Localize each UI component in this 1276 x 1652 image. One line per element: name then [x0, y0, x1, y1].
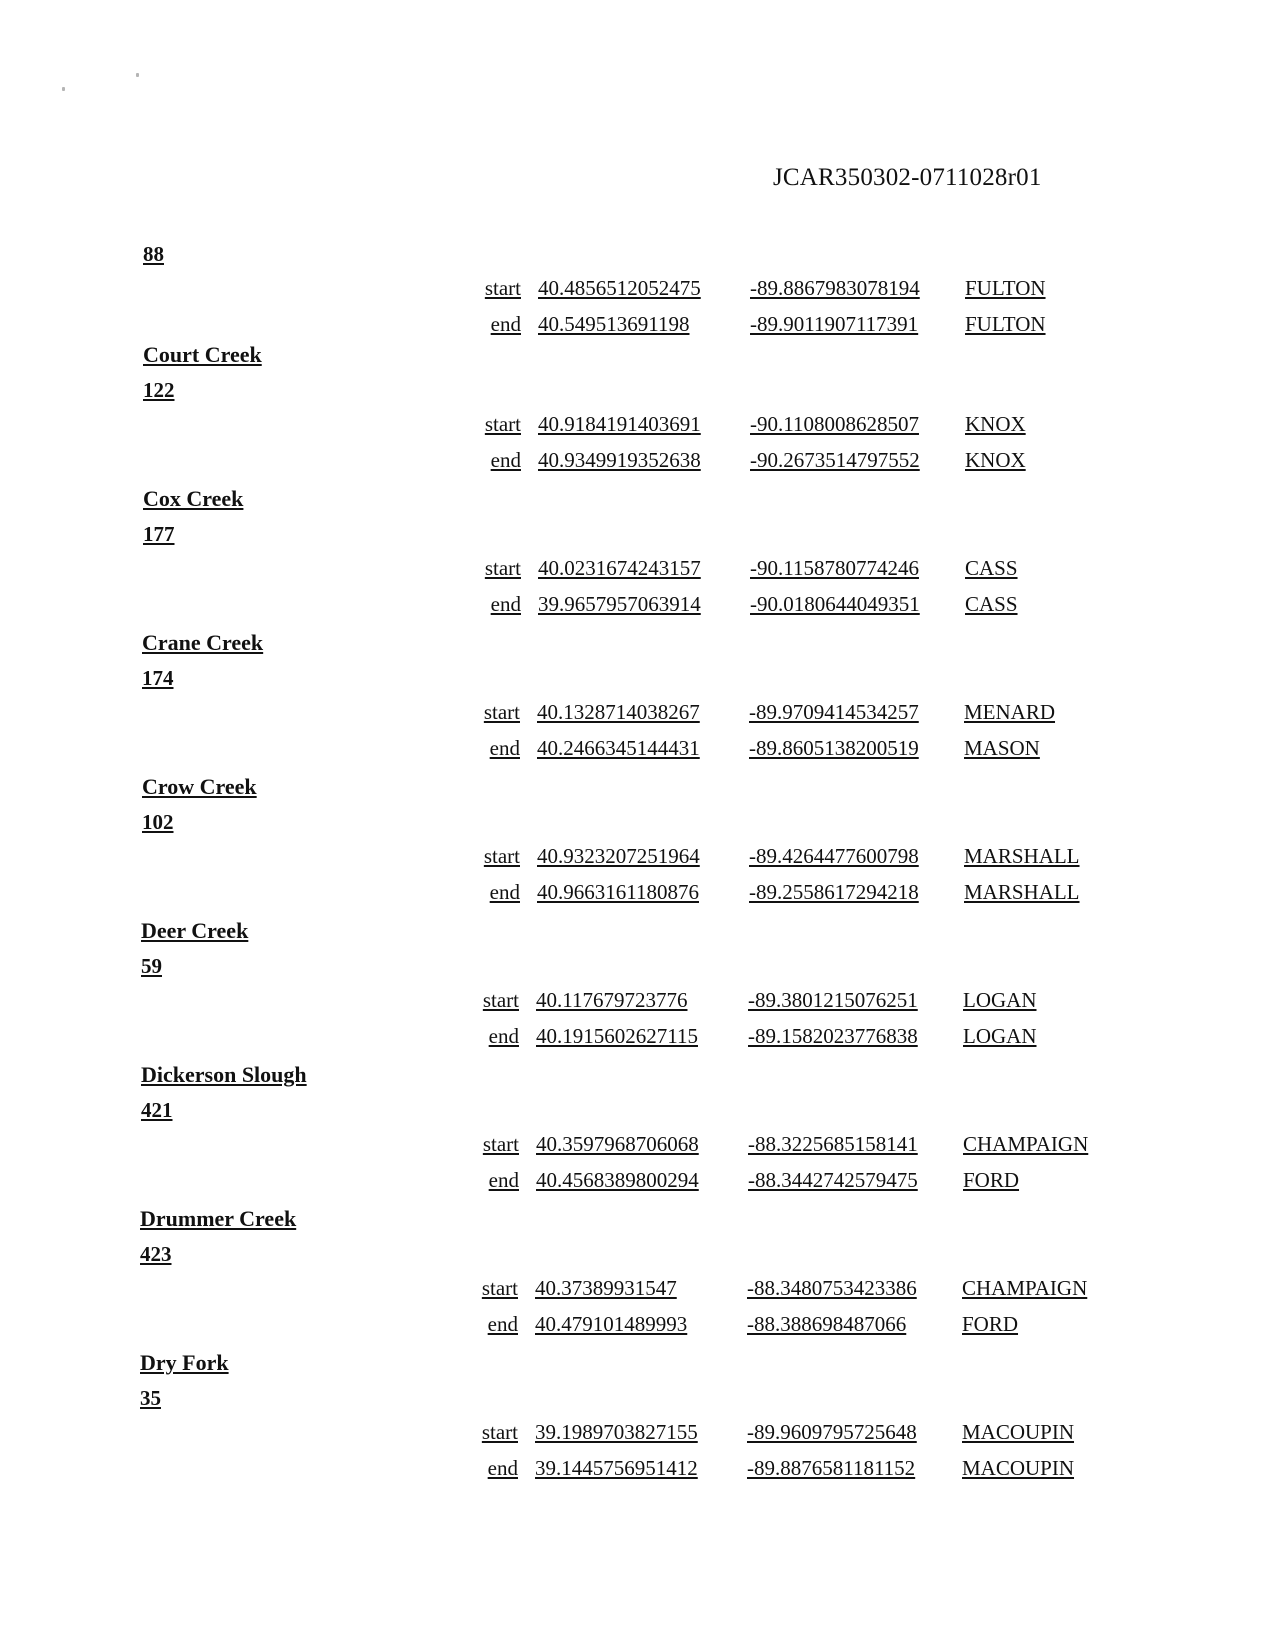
- point-label: start: [481, 1420, 518, 1444]
- point-label: start: [483, 700, 520, 724]
- stream-name: Dickerson Slough: [141, 1062, 307, 1087]
- point-label: start: [482, 1132, 519, 1156]
- longitude-value: -89.9709414534257: [749, 700, 919, 724]
- longitude-value: -88.388698487066: [747, 1312, 907, 1336]
- point-label: start: [481, 1276, 518, 1300]
- longitude-value: -90.1108008628507: [750, 412, 919, 436]
- scan-speck: [136, 73, 139, 77]
- point-label: end: [489, 736, 520, 760]
- county-name: CASS: [965, 556, 1018, 580]
- county-name: LOGAN: [963, 1024, 1037, 1048]
- county-name: CHAMPAIGN: [963, 1132, 1089, 1156]
- latitude-value: 40.9349919352638: [538, 448, 701, 472]
- latitude-value: 40.4856512052475: [538, 276, 701, 300]
- latitude-value: 40.0231674243157: [538, 556, 701, 580]
- coordinate-row: [0, 880, 1275, 908]
- latitude-value: 40.479101489993: [535, 1312, 688, 1336]
- stream-name: Crow Creek: [142, 774, 257, 799]
- longitude-value: -89.8867983078194: [750, 276, 920, 300]
- county-name: FULTON: [965, 312, 1046, 336]
- latitude-value: 39.1445756951412: [535, 1456, 698, 1480]
- coordinate-row: [0, 276, 1276, 304]
- longitude-value: -90.1158780774246: [750, 556, 919, 580]
- coordinate-row: [0, 312, 1276, 340]
- point-label: end: [490, 312, 521, 336]
- coordinate-row: [0, 1420, 1273, 1448]
- longitude-value: -90.2673514797552: [750, 448, 920, 472]
- longitude-value: -89.2558617294218: [749, 880, 919, 904]
- coordinate-row: [0, 448, 1276, 476]
- point-label: end: [487, 1456, 518, 1480]
- segment-number: 88: [143, 242, 164, 266]
- coordinate-row: [0, 988, 1274, 1016]
- point-label: start: [484, 412, 521, 436]
- coordinate-row: [0, 844, 1275, 872]
- latitude-value: 40.9663161180876: [537, 880, 699, 904]
- latitude-value: 40.117679723776: [536, 988, 688, 1012]
- county-name: FORD: [962, 1312, 1019, 1336]
- point-label: end: [489, 880, 520, 904]
- stream-name: Dry Fork: [140, 1350, 229, 1375]
- longitude-value: -89.9011907117391: [750, 312, 919, 336]
- county-name: FULTON: [965, 276, 1046, 300]
- county-name: MARSHALL: [964, 880, 1080, 904]
- coordinate-row: [0, 1276, 1273, 1304]
- point-label: start: [483, 844, 520, 868]
- latitude-value: 40.549513691198: [538, 312, 690, 336]
- segment-number: 59: [141, 954, 162, 978]
- stream-name: Court Creek: [143, 342, 262, 367]
- point-label: end: [490, 592, 521, 616]
- county-name: CHAMPAIGN: [962, 1276, 1088, 1300]
- point-label: end: [490, 448, 521, 472]
- longitude-value: -89.1582023776838: [748, 1024, 918, 1048]
- coordinate-row: [0, 736, 1275, 764]
- county-name: MASON: [964, 736, 1040, 760]
- latitude-value: 40.2466345144431: [537, 736, 700, 760]
- coordinate-row: [0, 412, 1276, 440]
- county-name: FORD: [963, 1168, 1020, 1192]
- coordinate-row: [0, 1024, 1274, 1052]
- longitude-value: -89.8605138200519: [749, 736, 919, 760]
- latitude-value: 40.9184191403691: [538, 412, 701, 436]
- stream-name: Crane Creek: [142, 630, 264, 655]
- longitude-value: -89.8876581181152: [747, 1456, 916, 1480]
- scan-speck: [62, 87, 65, 91]
- stream-name: Deer Creek: [141, 918, 249, 943]
- longitude-value: -89.4264477600798: [749, 844, 919, 868]
- segment-number: 174: [142, 666, 174, 690]
- point-label: start: [484, 276, 521, 300]
- county-name: CASS: [965, 592, 1018, 616]
- segment-number: 177: [143, 522, 175, 546]
- latitude-value: 40.9323207251964: [537, 844, 700, 868]
- latitude-value: 39.1989703827155: [535, 1420, 698, 1444]
- longitude-value: -88.3480753423386: [747, 1276, 917, 1300]
- point-label: end: [488, 1168, 519, 1192]
- longitude-value: -89.3801215076251: [748, 988, 918, 1012]
- longitude-value: -90.0180644049351: [750, 592, 920, 616]
- latitude-value: 40.37389931547: [535, 1276, 677, 1300]
- county-name: MARSHALL: [964, 844, 1080, 868]
- county-name: KNOX: [965, 412, 1026, 436]
- point-label: start: [484, 556, 521, 580]
- latitude-value: 39.9657957063914: [538, 592, 701, 616]
- longitude-value: -89.9609795725648: [747, 1420, 917, 1444]
- coordinate-row: [0, 1132, 1274, 1160]
- latitude-value: 40.3597968706068: [536, 1132, 699, 1156]
- stream-name: Drummer Creek: [140, 1206, 297, 1231]
- coordinate-row: [0, 1312, 1273, 1340]
- latitude-value: 40.1915602627115: [536, 1024, 698, 1048]
- segment-number: 421: [141, 1098, 173, 1122]
- coordinate-row: [0, 1168, 1274, 1196]
- coordinate-row: [0, 592, 1276, 620]
- county-name: MENARD: [964, 700, 1056, 724]
- point-label: end: [487, 1312, 518, 1336]
- county-name: MACOUPIN: [962, 1420, 1075, 1444]
- longitude-value: -88.3225685158141: [748, 1132, 918, 1156]
- segment-number: 423: [140, 1242, 172, 1266]
- coordinate-row: [0, 700, 1275, 728]
- point-label: end: [488, 1024, 519, 1048]
- stream-name: Cox Creek: [143, 486, 244, 511]
- document-id: JCAR350302-0711028r01: [773, 164, 1042, 191]
- county-name: MACOUPIN: [962, 1456, 1075, 1480]
- longitude-value: -88.3442742579475: [748, 1168, 918, 1192]
- county-name: KNOX: [965, 448, 1026, 472]
- segment-number: 35: [140, 1386, 161, 1410]
- latitude-value: 40.4568389800294: [536, 1168, 699, 1192]
- segment-number: 102: [142, 810, 174, 834]
- latitude-value: 40.1328714038267: [537, 700, 700, 724]
- coordinate-row: [0, 1456, 1273, 1484]
- coordinate-row: [0, 556, 1276, 584]
- point-label: start: [482, 988, 519, 1012]
- segment-number: 122: [143, 378, 175, 402]
- county-name: LOGAN: [963, 988, 1037, 1012]
